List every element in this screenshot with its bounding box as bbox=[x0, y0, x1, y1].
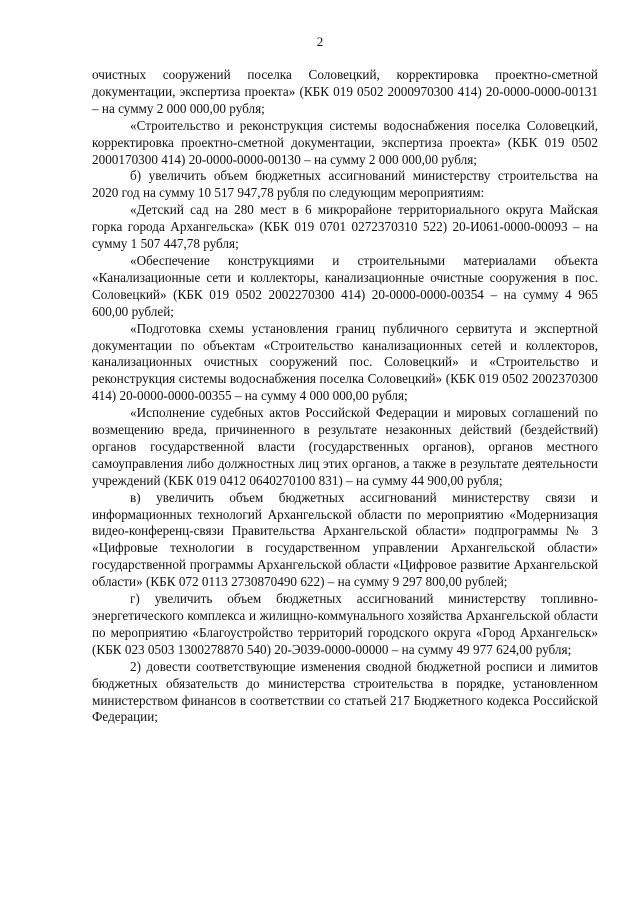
paragraph: очистных сооружений поселка Соловецкий, корректировка проектно-сметной документации, экспертиза проекта» (КБК 019 0502 2000970300 414) 20-0000-0000-00131 – на сумму 2 000 000,00 рубля; bbox=[92, 67, 598, 116]
paragraph: «Строительство и реконструкция системы водоснабжения поселка Соловецкий, корректировка проектно-сметной документации, экспертиза проекта» (КБК 019 0502 2000170300 414) 20-0000-0000-00130 – на сумму 2 000 000,00 рубля; bbox=[92, 117, 598, 167]
page-number: 2 bbox=[316, 34, 324, 49]
paragraph: «Подготовка схемы установления границ публичного сервитута и экспертной документации по объектам «Строительство канализационных сетей и коллекторов, канализационных очистных сооружений пос. Соловецкий» и «Строительство и реконструкция системы водоснабжения поселка Соловецкий» (КБК 019 0502 2002370300 414) 20-0000-0000-00355 – на сумму 4 000 000,00 рубля; bbox=[92, 320, 598, 404]
paragraph: «Обеспечение конструкциями и строительными материалами объекта «Канализационные сети и коллекторы, канализационные очистные сооружения в пос. Соловецкий» (КБК 019 0502 2002270300 414) 20-0000-0000-00354 – на сумму 4 965 600,00 рублей; bbox=[92, 252, 598, 319]
paragraph: «Исполнение судебных актов Российской Федерации и мировых соглашений по возмещению вреда, причиненного в результате незаконных действий (бездействий) органов государственной власти (государственных органов), органов местного самоуправления либо должностных лиц этих органов, а также в результате деятельности учреждений (КБК 019 0412 0640270100 831) – на сумму 44 900,00 рубля; bbox=[92, 405, 598, 488]
document-body bbox=[92, 67, 598, 726]
paragraph: в) увеличить объем бюджетных ассигнований министерству связи и информационных технологий Архангельской области по мероприятию «Модернизация видео-конференц-связи Правительства Архангельской области» подпрограммы № 3 «Цифровые технологии в государственном управлении Архангельской области» государственной программы Архангельской области «Цифровое развитие Архангельской области» (КБК 072 0113 2730870490 622) – на сумму 9 297 800,00 рублей; bbox=[92, 489, 598, 590]
paragraph: 2) довести соответствующие изменения сводной бюджетной росписи и лимитов бюджетных обязательств до министерства строительства в порядке, установленном министерством финансов в соответствии со статьей 217 Бюджетного кодекса Российской Федерации; bbox=[92, 658, 598, 725]
paragraph: «Детский сад на 280 мест в 6 микрорайоне территориального округа Майская горка города Архангельска» (КБК 019 0701 0272370310 522) 20-И061-0000-00093 – на сумму 1 507 447,78 рубля; bbox=[92, 202, 598, 252]
paragraph: б) увеличить объем бюджетных ассигнований министерству строительства на 2020 год на сумму 10 517 947,78 рубля по следующим мероприятиям: bbox=[92, 168, 598, 201]
paragraph: г) увеличить объем бюджетных ассигнований министерству топливно-энергетического комплекса и жилищно-коммунального хозяйства Архангельской области по мероприятию «Благоустройство территорий городского округа «Город Архангельск» (КБК 023 0503 1300278870 540) 20-Э039-0000-00000 – на сумму 49 977 624,00 рубля; bbox=[92, 591, 598, 657]
